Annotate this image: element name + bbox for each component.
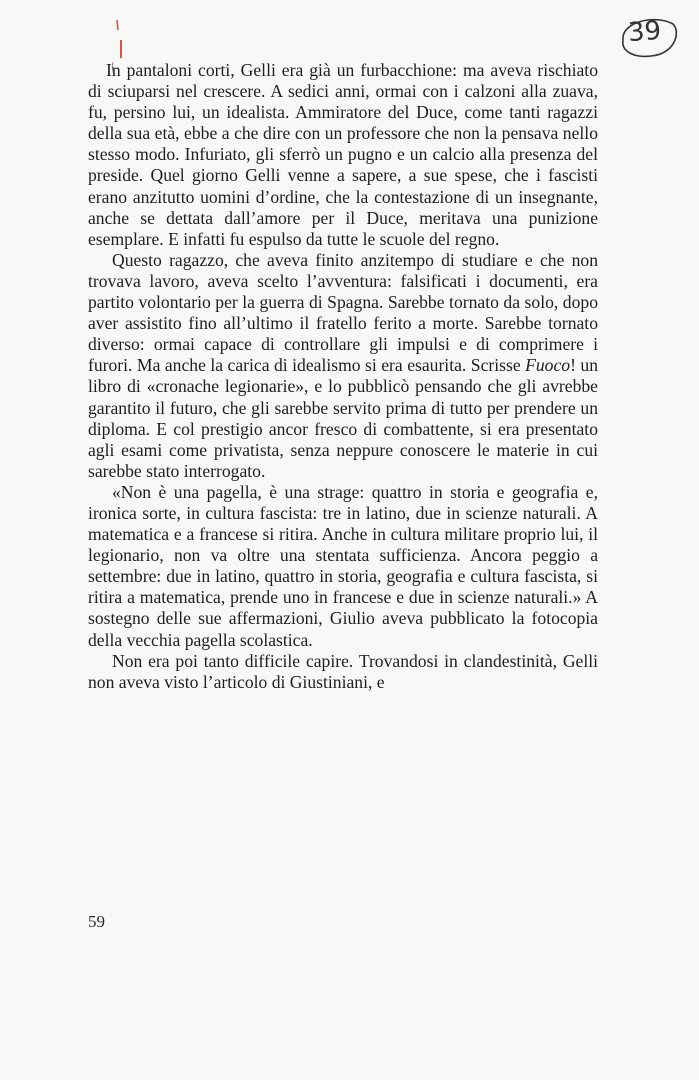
body-text bbox=[88, 60, 598, 693]
paragraph-2-before-title: Scrisse bbox=[470, 355, 526, 376]
page-number: 59 bbox=[88, 912, 105, 931]
book-title: Fuoco bbox=[525, 355, 571, 376]
paragraph-2 bbox=[88, 250, 598, 482]
paragraph-2-after-title: ! un libro di «cronache legionarie», e lo pubblicò pensando che gli avrebbe garantito il futuro, che gli sarebbe servito prima di tutto per prendere un diploma. E col prestigio ancor fresco di combattente, si era presentato agli esami come privatista, senza neppure conoscere le materie in cui sarebbe stato interrogato. bbox=[88, 355, 598, 481]
paragraph-2-text: Questo ragazzo, che aveva finito anzitempo di studiare e che non trovava lavoro, aveva scelto l’avventura: falsificati i documenti, era partito volontario per la guerra di Spagna. Sarebbe tornato da solo, dopo aver assistito fino all’ultimo il fratello ferito a morte. Sarebbe tornato diverso: ormai capace di controllare gli impulsi e di comprimere i furori. Ma anche la carica di idealismo si era esaurita. bbox=[88, 249, 598, 376]
paragraph-1: In pantaloni corti, Gelli era già un furbacchione: ma aveva rischiato di sciuparsi nel crescere. A sedici anni, ormai con i calzoni alla zuava, fu, persino lui, un idealista. Ammiratore del Duce, come tanti ragazzi della sua età, ebbe a che dire con un professore che non la pensava nello stesso modo. Infuriato, gli sferrò un pugno e un calcio alla presenza del preside. Quel giorno Gelli venne a sapere, a sue spese, che i fascisti erano anzitutto uomini d’ordine, che la contestazione di un insegnante, anche se dettata dall’amore per il Duce, meritava una punizione esemplare. E infatti fu espulso da tutte le scuole del regno. bbox=[88, 60, 598, 249]
paragraph-4: Non era poi tanto difficile capire. Trovandosi in clandestinità, Gelli non aveva visto l’articolo di Giustiniani, e bbox=[88, 650, 598, 692]
paragraph-3: «Non è una pagella, è una strage: quattro in storia e geografia e, ironica sorte, in cultura fascista: tre in latino, due in scienze naturali. A matematica e a francese si ritira. Anche in cultura militare proprio lui, il legionario, non va oltre una stentata sufficienza. Ancora peggio a settembre: due in latino, quattro in storia, geografia e cultura fascista, si ritira a matematica, prende uno in francese e due in scienze naturali.» A sostegno delle sue affermazioni, Giulio aveva pubblicato la fotocopia della vecchia pagella scolastica. bbox=[88, 481, 598, 650]
handwritten-number: 39 bbox=[626, 15, 663, 49]
